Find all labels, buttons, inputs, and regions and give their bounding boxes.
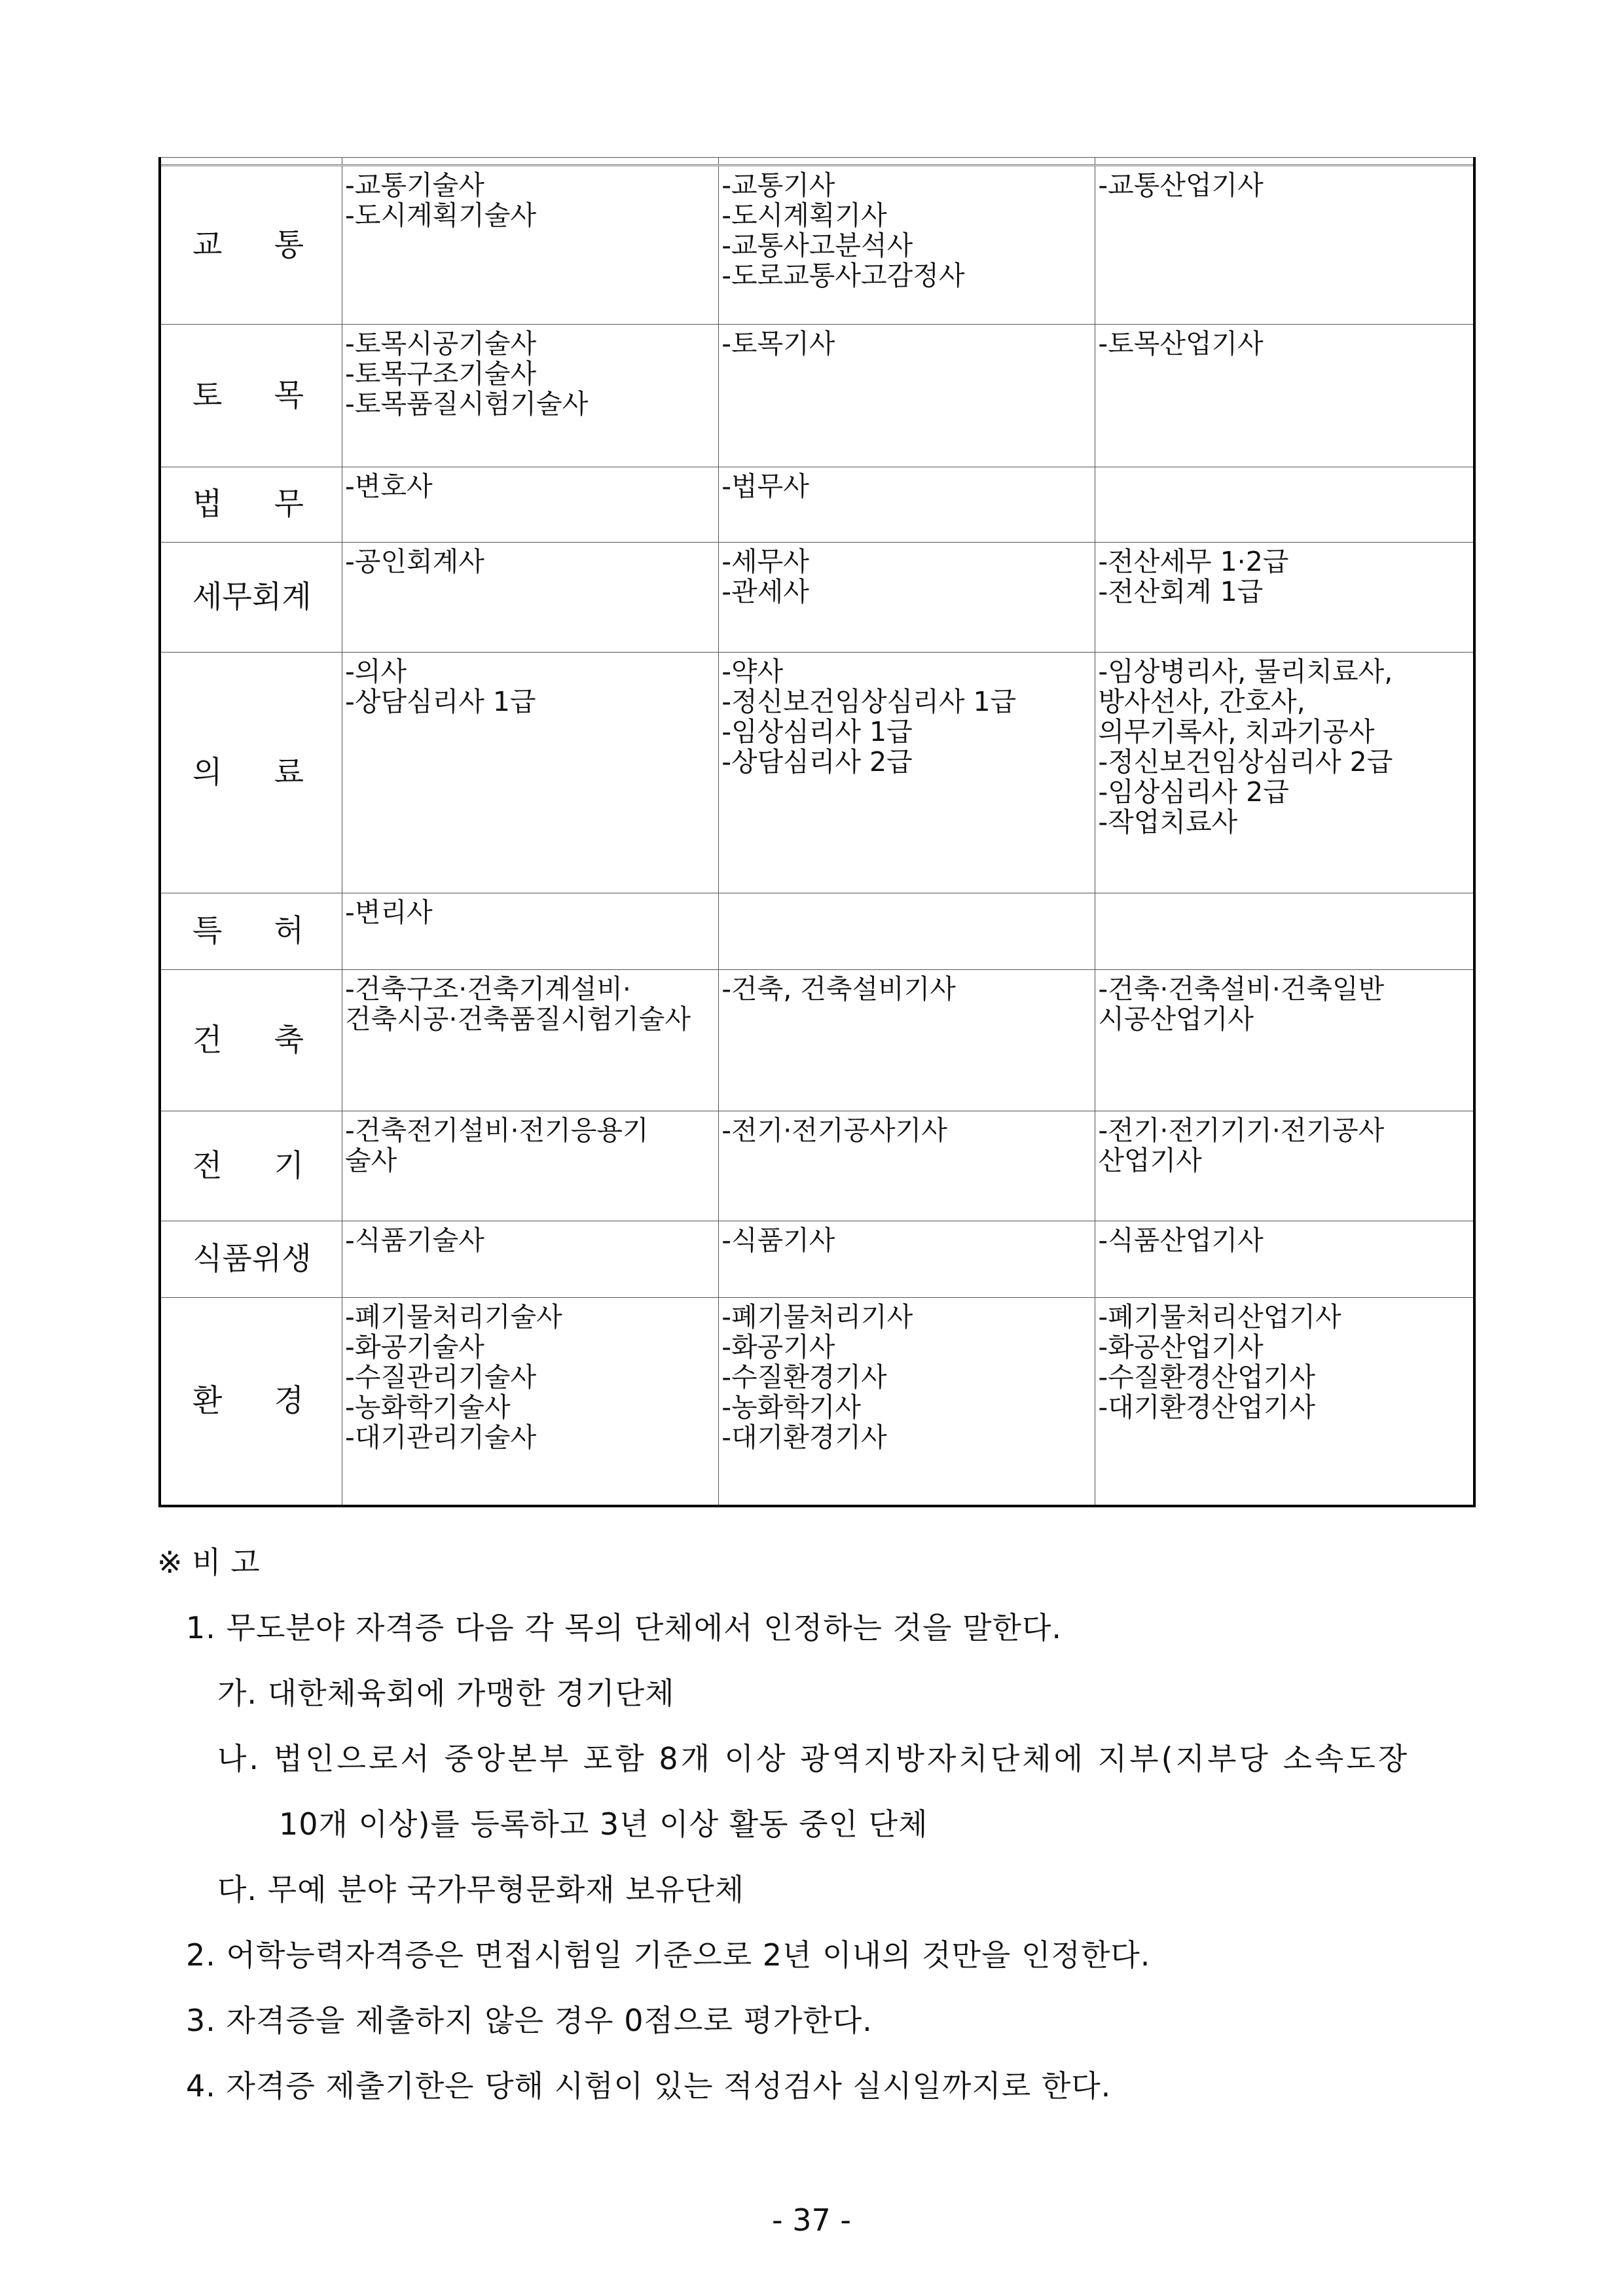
table-row	[160, 467, 1474, 543]
engineer-cell: -법무사	[719, 467, 1095, 543]
field-cell: 의 료	[160, 653, 342, 893]
engineer-cell: -약사 -정신보건임상심리사 1급 -임상심리사 1급 -상담심리사 2급	[719, 653, 1095, 893]
engineer-cell	[719, 893, 1095, 970]
field-cell: 특 허	[160, 893, 342, 970]
engineer-cell: -건축, 건축설비기사	[719, 970, 1095, 1111]
remark-item: 4. 자격증 제출기한은 당해 시험이 있는 적성검사 실시일까지로 한다.	[186, 2068, 1112, 2104]
professional-engineer-cell: -식품기술사	[342, 1221, 719, 1298]
professional-engineer-cell: -공인회계사	[342, 543, 719, 653]
field-cell: 건 축	[160, 970, 342, 1111]
professional-engineer-cell: -건축전기설비·전기응용기 술사	[342, 1111, 719, 1221]
industrial-engineer-cell: -임상병리사, 물리치료사, 방사선사, 간호사, 의무기록사, 치과기공사 -정신보건임상심리사 2급 -임상심리사 2급 -작업치료사	[1095, 653, 1474, 893]
table-row	[160, 1298, 1474, 1506]
table-row	[160, 543, 1474, 653]
field-cell: 법 무	[160, 467, 342, 543]
field-cell: 전 기	[160, 1111, 342, 1221]
field-cell: 식품위생	[160, 1221, 342, 1298]
table-row	[160, 653, 1474, 893]
remark-subitem: 다. 무예 분야 국가무형문화재 보유단체	[217, 1872, 745, 1907]
professional-engineer-cell: -의사 -상담심리사 1급	[342, 653, 719, 893]
industrial-engineer-cell	[1095, 467, 1474, 543]
table-row	[160, 970, 1474, 1111]
industrial-engineer-cell: -전기·전기기기·전기공사 산업기사	[1095, 1111, 1474, 1221]
field-cell: 토 목	[160, 325, 342, 467]
professional-engineer-cell: -토목시공기술사 -토목구조기술사 -토목품질시험기술사	[342, 325, 719, 467]
table-row	[160, 325, 1474, 467]
remark-item: 3. 자격증을 제출하지 않은 경우 0점으로 평가한다.	[186, 2003, 873, 2038]
remark-item: 1. 무도분야 자격증 다음 각 목의 단체에서 인정하는 것을 말한다.	[186, 1610, 1063, 1645]
engineer-cell: -전기·전기공사기사	[719, 1111, 1095, 1221]
table-row	[160, 893, 1474, 970]
professional-engineer-cell: -변리사	[342, 893, 719, 970]
professional-engineer-cell: -변호사	[342, 467, 719, 543]
table-row	[160, 1221, 1474, 1298]
qualification-table	[158, 157, 1476, 1507]
industrial-engineer-cell: -전산세무 1·2급 -전산회계 1급	[1095, 543, 1474, 653]
industrial-engineer-cell: -교통산업기사	[1095, 166, 1474, 325]
industrial-engineer-cell: -식품산업기사	[1095, 1221, 1474, 1298]
remark-subitem: 나. 법인으로서 중앙본부 포함 8개 이상 광역지방자치단체에 지부(지부당 소속도장	[217, 1741, 1410, 1776]
remark-subitem-continuation: 10개 이상)를 등록하고 3년 이상 활동 중인 단체	[279, 1806, 928, 1842]
engineer-cell: -세무사 -관세사	[719, 543, 1095, 653]
engineer-cell: -교통기사 -도시계획기사 -교통사고분석사 -도로교통사고감정사	[719, 166, 1095, 325]
remarks-heading: ※ 비 고	[157, 1545, 260, 1580]
industrial-engineer-cell: -폐기물처리산업기사 -화공산업기사 -수질환경산업기사 -대기환경산업기사	[1095, 1298, 1474, 1506]
remark-item: 2. 어학능력자격증은 면접시험일 기준으로 2년 이내의 것만을 인정한다.	[186, 1937, 1151, 1973]
professional-engineer-cell: -교통기술사 -도시계획기술사	[342, 166, 719, 325]
page-number: - 37 -	[772, 2202, 851, 2238]
engineer-cell: -폐기물처리기사 -화공기사 -수질환경기사 -농화학기사 -대기환경기사	[719, 1298, 1095, 1506]
industrial-engineer-cell: -토목산업기사	[1095, 325, 1474, 467]
table-top-edge	[160, 158, 1474, 166]
engineer-cell: -토목기사	[719, 325, 1095, 467]
table-row	[160, 166, 1474, 325]
professional-engineer-cell: -폐기물처리기술사 -화공기술사 -수질관리기술사 -농화학기술사 -대기관리기술사	[342, 1298, 719, 1506]
engineer-cell: -식품기사	[719, 1221, 1095, 1298]
industrial-engineer-cell	[1095, 893, 1474, 970]
field-cell: 세무회계	[160, 543, 342, 653]
professional-engineer-cell: -건축구조·건축기계설비· 건축시공·건축품질시험기술사	[342, 970, 719, 1111]
table-row	[160, 1111, 1474, 1221]
field-cell: 교 통	[160, 166, 342, 325]
industrial-engineer-cell: -건축·건축설비·건축일반 시공산업기사	[1095, 970, 1474, 1111]
remark-subitem: 가. 대한체육회에 가맹한 경기단체	[217, 1676, 675, 1711]
field-cell: 환 경	[160, 1298, 342, 1506]
